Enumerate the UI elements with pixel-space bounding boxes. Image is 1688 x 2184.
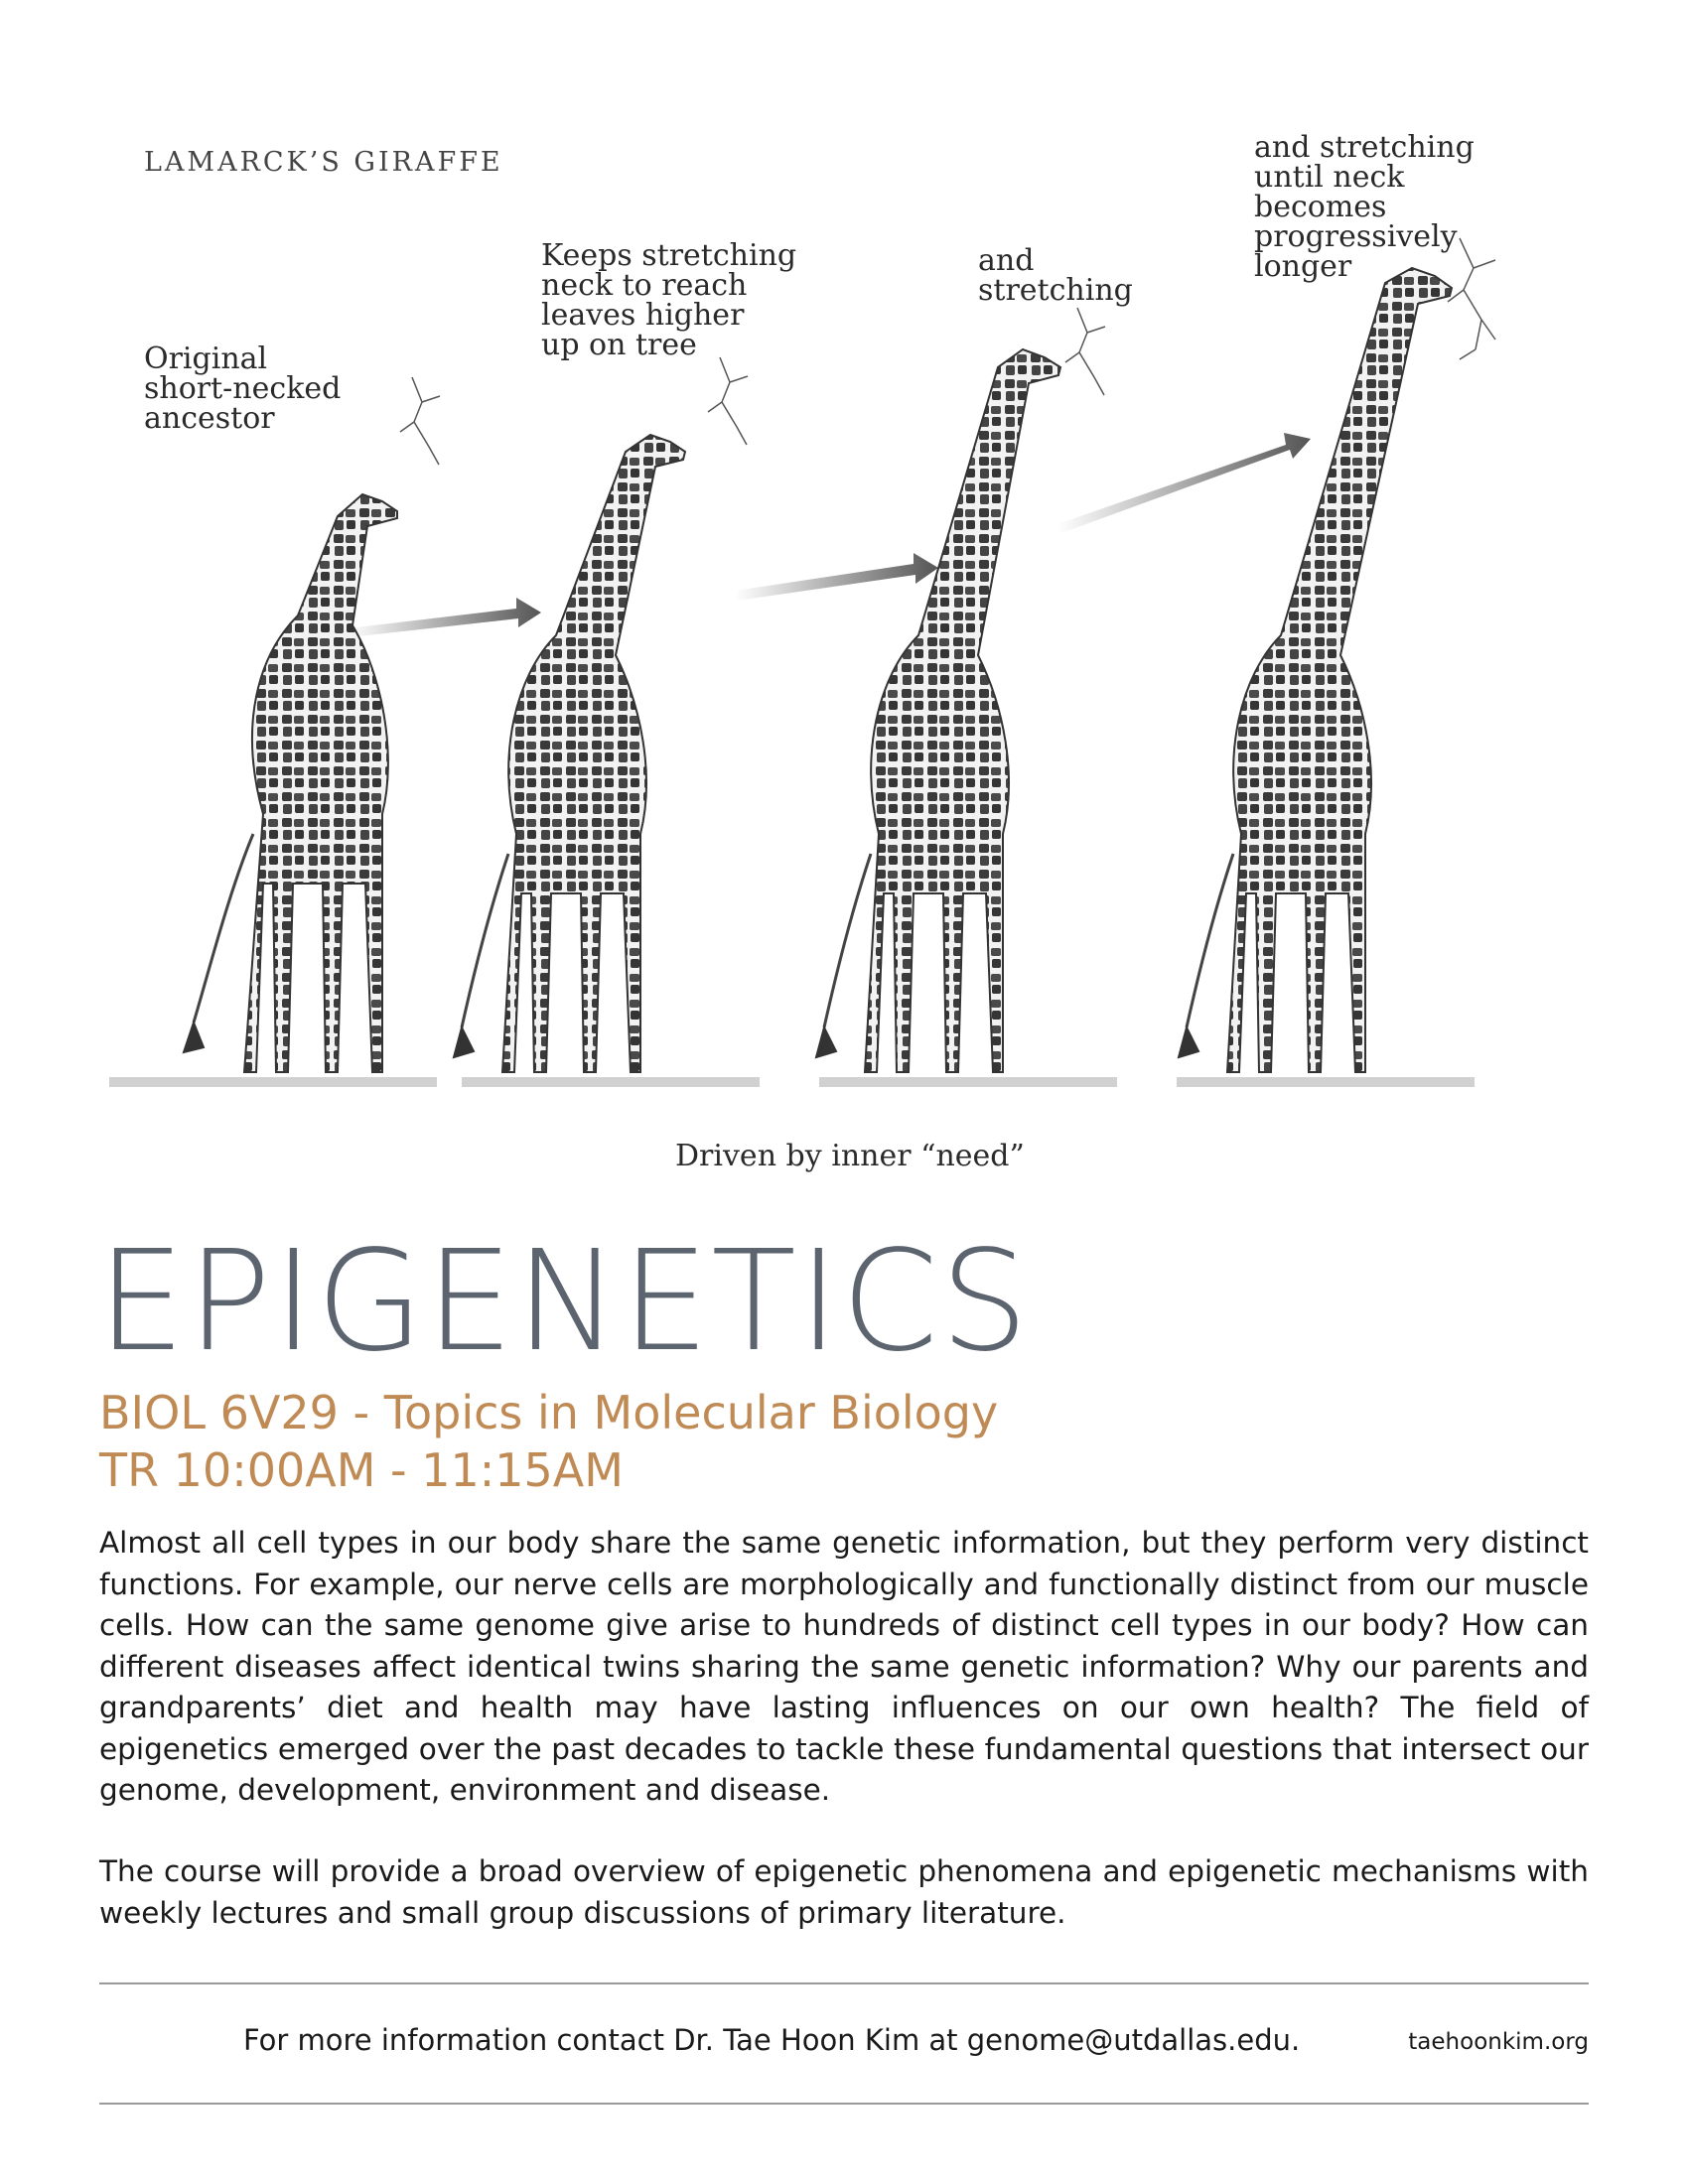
course-schedule: TR 10:00AM - 11:15AM bbox=[99, 1443, 624, 1497]
description-paragraph-2: The course will provide a broad overview of epigenetic phenomena and epigenetic mechanisms with weekly lectures and small group discussions of primary literature. bbox=[99, 1854, 1589, 1930]
giraffe-2 bbox=[454, 435, 685, 1072]
page-title: EPIGENETICS bbox=[97, 1221, 1031, 1383]
giraffe-1 bbox=[184, 494, 397, 1072]
leaves-1 bbox=[400, 377, 440, 465]
figure-title: LAMARCK’S GIRAFFE bbox=[144, 147, 503, 178]
giraffe-4 bbox=[1179, 268, 1452, 1072]
leaves-2 bbox=[708, 357, 748, 445]
arrow-3 bbox=[1057, 433, 1311, 533]
leaves-3 bbox=[1065, 308, 1105, 395]
giraffe-3 bbox=[816, 349, 1060, 1072]
caption-keeps-stretching: Keeps stretching neck to reach leaves higher up on tree bbox=[541, 238, 797, 362]
arrow-1 bbox=[348, 598, 541, 637]
arrow-2 bbox=[735, 553, 938, 601]
contact-info: For more information contact Dr. Tae Hoon Kim at genome@utdallas.edu. bbox=[243, 2023, 1301, 2057]
course-title: BIOL 6V29 - Topics in Molecular Biology bbox=[99, 1386, 999, 1439]
footer-divider-top bbox=[99, 1982, 1589, 1984]
caption-progressively-longer: and stretching until neck becomes progressively longer bbox=[1254, 130, 1475, 284]
ground bbox=[109, 1077, 1475, 1087]
description-paragraph-1: Almost all cell types in our body share the same genetic information, but they perform very distinct functions. For example, our nerve cells are morphologically and functionally distinct from our muscle cells. How can the same genome give arise to hundreds of distinct cell types in our body? How can different diseases affect identical twins sharing the same genetic information? Why our parents and grandparents’ diet and health may have lasting influences on our own health? The field of epigenetics emerged over the past decades to tackle these fundamental questions that intersect our genome, development, environment and disease. bbox=[99, 1526, 1589, 1807]
website-link[interactable]: taehoonkim.org bbox=[1408, 2029, 1589, 2055]
caption-inner-need: Driven by inner “need” bbox=[675, 1139, 1025, 1173]
caption-and-stretching: and stretching bbox=[978, 243, 1133, 308]
caption-ancestor: Original short-necked ancestor bbox=[144, 341, 342, 436]
lamarck-giraffe-illustration bbox=[99, 119, 1589, 1201]
footer-divider-bottom bbox=[99, 2103, 1589, 2105]
